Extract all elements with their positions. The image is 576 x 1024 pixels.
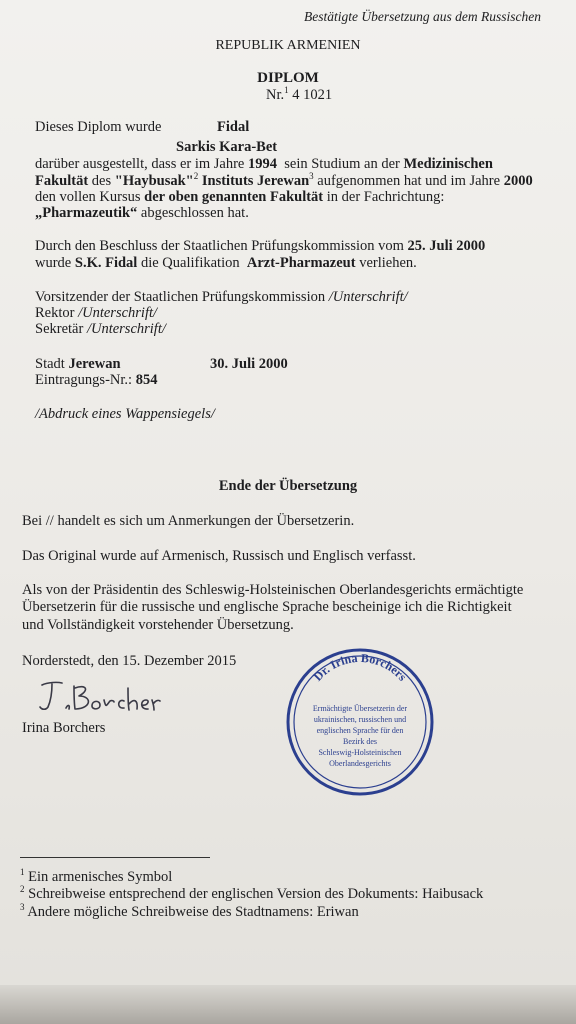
certification-line-2: Übersetzerin für die russische und englische Sprache bescheinige ich die Richtigkeit (22, 599, 512, 615)
body-line-4: Fakultät des "Haybusak"$^2$ Instituts Jerewan$^3$ aufgenommen hat und im Jahre 2000 (35, 171, 533, 189)
certification-line-1: Als von der Präsidentin des Schleswig-Holsteinischen Oberlandesgerichts ermächtigte (22, 582, 524, 598)
page-bottom-edge (0, 985, 576, 1024)
stamp-line-4: Bezirk des (343, 737, 377, 746)
stamp-line-5: Schleswig-Holsteinischen (318, 748, 402, 757)
secretary-line: Sekretär /Unterschrift/ (35, 321, 166, 337)
body-line-6: „Pharmazeutik“ abgeschlossen hat. (35, 205, 249, 221)
footnote-2: $^2$ Schreibweise entsprechend der englischen Version des Dokuments: Haibusack (20, 884, 484, 902)
body-line-3: darüber ausgestellt, dass er im Jahre 1994 sein Studium an der Medizinischen (35, 156, 493, 172)
diploma-number: Nr.$^1$ 4 1021 (266, 85, 333, 103)
stamp-arc-text: Dr. Irina Borchers (310, 650, 410, 684)
seal-note: /Abdruck eines Wappensiegels/ (35, 406, 215, 422)
certified-translation-note: Bestätigte Übersetzung aus dem Russischen (304, 9, 541, 24)
issue-date: 30. Juli 2000 (210, 356, 288, 372)
diploma-title: DIPLOM (257, 70, 319, 86)
stamp-line-1: Ermächtigte Übersetzerin der (312, 704, 408, 713)
holder-name: Sarkis Kara-Bet (176, 139, 278, 155)
body-line-5: den vollen Kursus der oben genannten Fakultät in der Fachrichtung: (35, 189, 445, 205)
stamp-line-3: englischen Sprache für den (316, 726, 404, 735)
body-line-7: Durch den Beschluss der Staatlichen Prüfungskommission vom 25. Juli 2000 (35, 238, 486, 254)
rector-line: Rektor /Unterschrift/ (35, 305, 158, 321)
chairman-line: Vorsitzender der Staatlichen Prüfungskommission /Unterschrift/ (35, 289, 408, 305)
footnote-separator (20, 857, 210, 858)
end-of-translation: Ende der Übersetzung (218, 478, 358, 494)
certification-line-3: und Vollständigkeit vorstehender Übersetzung. (22, 617, 294, 633)
handwritten-signature (34, 676, 164, 716)
footnote-3: $^3$ Andere mögliche Schreibweise des Stadtnamens: Eriwan (20, 902, 359, 920)
registration-line: Eintragungs-Nr.: 854 (35, 372, 158, 388)
stamp-line-2: ukrainischen, russischen und (313, 715, 407, 724)
translator-stamp (285, 645, 435, 800)
holder-surname: Fidal (217, 119, 250, 135)
body-line-1: Dieses Diplom wurde (35, 119, 162, 135)
place-and-date: Norderstedt, den 15. Dezember 2015 (22, 653, 237, 669)
stamp-line-6: Oberlandesgerichts (329, 759, 391, 768)
republic-heading: REPUBLIK ARMENIEN (215, 38, 361, 53)
translator-note-2: Das Original wurde auf Armenisch, Russisch und Englisch verfasst. (22, 548, 416, 564)
footnote-1: $^1$ Ein armenisches Symbol (20, 867, 173, 885)
city-line: Stadt Jerewan (35, 356, 121, 372)
translator-name: Irina Borchers (22, 720, 106, 736)
translator-note-1: Bei // handelt es sich um Anmerkungen der Übersetzerin. (22, 513, 355, 529)
body-line-8: wurde S.K. Fidal die Qualifikation Arzt-Pharmazeut verliehen. (35, 255, 417, 271)
